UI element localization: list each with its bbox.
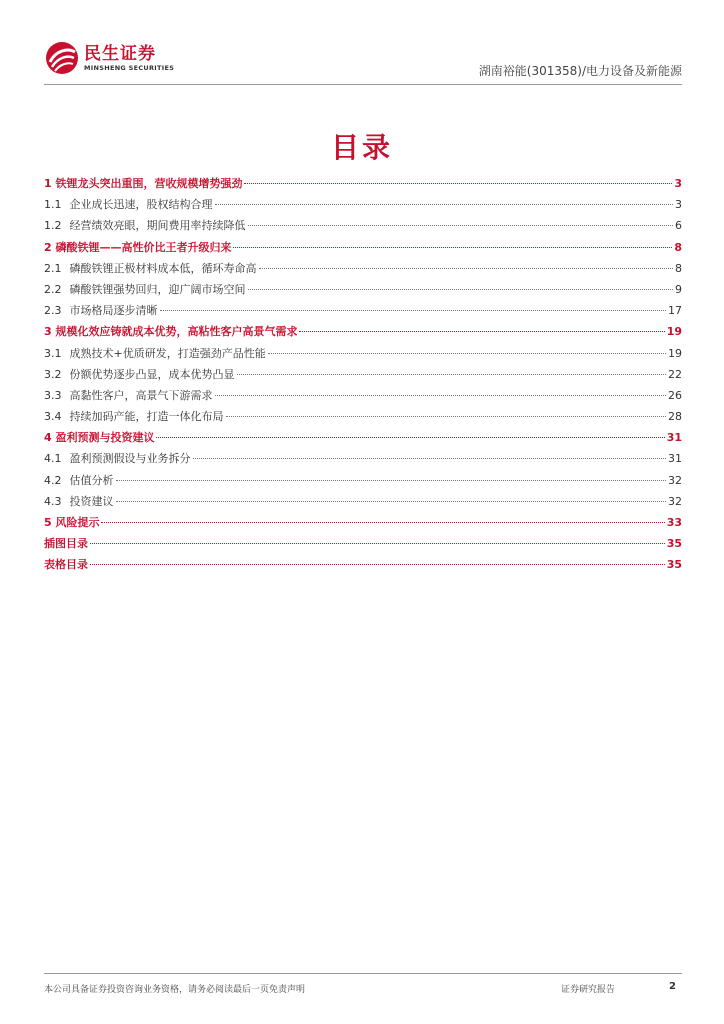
toc-entry-label (44, 300, 158, 321)
toc-subsection-entry[interactable] (44, 215, 682, 236)
header-stock-info: 湖南裕能(301358)/电力设备及新能源 (478, 64, 682, 78)
header-divider (44, 84, 682, 85)
toc-entry-number: 4.2 (44, 473, 62, 487)
toc-subsection-entry[interactable] (44, 300, 682, 321)
toc-subsection-entry[interactable] (44, 343, 682, 364)
toc-entry-text: 份额优势逐步凸显，成本优势凸显 (69, 367, 235, 381)
footer-disclaimer: 本公司具备证券投资咨询业务资格，请务必阅读最后一页免责声明 (44, 985, 306, 995)
toc-page-number: 6 (675, 219, 682, 233)
toc-page-number: 35 (666, 558, 682, 572)
logo-cn-text: 民生证券 (84, 44, 156, 64)
toc-leader-dots (226, 416, 667, 417)
toc-page-number: 8 (675, 261, 682, 275)
toc-subsection-entry[interactable] (44, 406, 682, 427)
toc-entry-number: 3.2 (44, 367, 62, 381)
toc-leader-dots (90, 564, 665, 565)
toc-entry-number: 3.3 (44, 388, 62, 402)
toc-leader-dots (233, 247, 672, 248)
page-header (44, 40, 682, 84)
toc-entry-number: 2.1 (44, 261, 62, 275)
toc-entry-text: 磷酸铁锂正极材料成本低，循环寿命高 (69, 261, 257, 275)
toc-section-entry[interactable] (44, 554, 682, 575)
toc-subsection-entry[interactable] (44, 385, 682, 406)
toc-leader-dots (90, 543, 665, 544)
toc-entry-label (44, 385, 213, 406)
toc-entry-text: 持续加码产能，打造一体化布局 (69, 410, 224, 424)
toc-entry-label (44, 194, 213, 215)
toc-entry-text: 成熟技术+优质研发，打造强劲产品性能 (69, 346, 266, 360)
toc-page-number: 8 (674, 240, 682, 254)
toc-subsection-entry[interactable] (44, 470, 682, 491)
toc-section-entry[interactable] (44, 512, 682, 533)
toc-page-number: 26 (668, 388, 682, 402)
toc-entry-text: 估值分析 (69, 473, 114, 487)
page-title: 目录 (330, 131, 393, 164)
toc-leader-dots (116, 480, 667, 481)
toc-page-number: 3 (675, 198, 682, 212)
toc-entry-label (44, 215, 246, 236)
toc-entry-label: 5 风险提示 (44, 516, 100, 529)
toc-entry-number: 3.1 (44, 346, 62, 360)
toc-page-number: 17 (668, 304, 682, 318)
toc-leader-dots (244, 183, 672, 184)
toc-entry-number: 3.4 (44, 410, 62, 424)
table-of-contents (44, 173, 682, 576)
toc-section-entry[interactable] (44, 427, 682, 448)
toc-page-number: 9 (675, 282, 682, 296)
toc-leader-dots (248, 289, 674, 290)
company-logo (44, 40, 174, 76)
minsheng-logo-icon (44, 40, 80, 76)
toc-entry-number: 2.3 (44, 304, 62, 318)
footer-report-type: 证券研究报告 (561, 985, 616, 995)
toc-entry-number: 4.3 (44, 494, 62, 508)
toc-page-number: 32 (668, 494, 682, 508)
toc-entry-label: 3 规模化效应铸就成本优势，高粘性客户高景气需求 (44, 325, 298, 339)
toc-entry-label (44, 258, 257, 279)
toc-entry-label: 表格目录 (44, 558, 88, 572)
toc-entry-number: 4.1 (44, 452, 62, 466)
toc-entry-text: 市场格局逐步清晰 (69, 304, 158, 318)
toc-entry-label (44, 343, 266, 364)
toc-leader-dots (156, 437, 664, 438)
toc-entry-label: 1 铁锂龙头突出重围，营收规模增势强劲 (44, 177, 243, 190)
toc-entry-number: 1.2 (44, 219, 62, 233)
toc-leader-dots (259, 268, 674, 269)
toc-entry-label (44, 448, 191, 469)
toc-page-number: 35 (666, 537, 682, 551)
toc-subsection-entry[interactable] (44, 194, 682, 215)
toc-entry-text: 投资建议 (69, 494, 114, 508)
toc-subsection-entry[interactable] (44, 364, 682, 385)
toc-entry-number: 2.2 (44, 282, 62, 296)
toc-entry-text: 高黏性客户，高景气下游需求 (69, 388, 213, 402)
toc-page-number: 19 (668, 346, 682, 360)
toc-leader-dots (215, 204, 674, 205)
footer-divider (44, 973, 682, 974)
toc-page-number: 32 (668, 473, 682, 487)
toc-entry-label (44, 279, 246, 300)
toc-leader-dots (248, 225, 674, 226)
logo-en-text: MINSHENG SECURITIES (84, 64, 175, 72)
toc-subsection-entry[interactable] (44, 258, 682, 279)
toc-subsection-entry[interactable] (44, 279, 682, 300)
toc-page-number: 3 (674, 177, 682, 190)
toc-page-number: 33 (666, 516, 682, 529)
toc-page-number: 31 (668, 452, 682, 466)
toc-entry-label (44, 364, 235, 385)
toc-leader-dots (299, 331, 664, 332)
toc-entry-label (44, 406, 224, 427)
toc-entry-label (44, 470, 114, 491)
toc-entry-text: 磷酸铁锂强势回归，迎广阔市场空间 (69, 282, 246, 296)
toc-page-number: 28 (668, 410, 682, 424)
toc-page-number: 31 (666, 431, 682, 445)
toc-entry-label: 插图目录 (44, 537, 88, 551)
toc-entry-text: 企业成长迅速，股权结构合理 (69, 198, 213, 212)
toc-leader-dots (193, 458, 667, 459)
toc-subsection-entry[interactable] (44, 491, 682, 512)
toc-entry-text: 盈利预测假设与业务拆分 (69, 452, 191, 466)
toc-entry-label: 4 盈利预测与投资建议 (44, 431, 155, 445)
toc-leader-dots (268, 353, 666, 354)
footer-page-number: 2 (669, 981, 676, 992)
toc-page-number: 22 (668, 367, 682, 381)
toc-entry-label (44, 491, 114, 512)
toc-section-entry[interactable] (44, 321, 682, 342)
toc-section-entry[interactable] (44, 237, 682, 258)
toc-section-entry[interactable] (44, 173, 682, 194)
toc-leader-dots (101, 522, 664, 523)
toc-page-number: 19 (666, 325, 682, 339)
toc-leader-dots (160, 310, 667, 311)
toc-entry-number: 1.1 (44, 198, 62, 212)
toc-entry-label: 2 磷酸铁锂——高性价比王者升级归来 (44, 240, 232, 254)
toc-entry-text: 经营绩效亮眼，期间费用率持续降低 (69, 219, 246, 233)
toc-leader-dots (237, 374, 667, 375)
toc-leader-dots (215, 395, 667, 396)
toc-subsection-entry[interactable] (44, 448, 682, 469)
toc-leader-dots (116, 501, 667, 502)
toc-section-entry[interactable] (44, 533, 682, 554)
